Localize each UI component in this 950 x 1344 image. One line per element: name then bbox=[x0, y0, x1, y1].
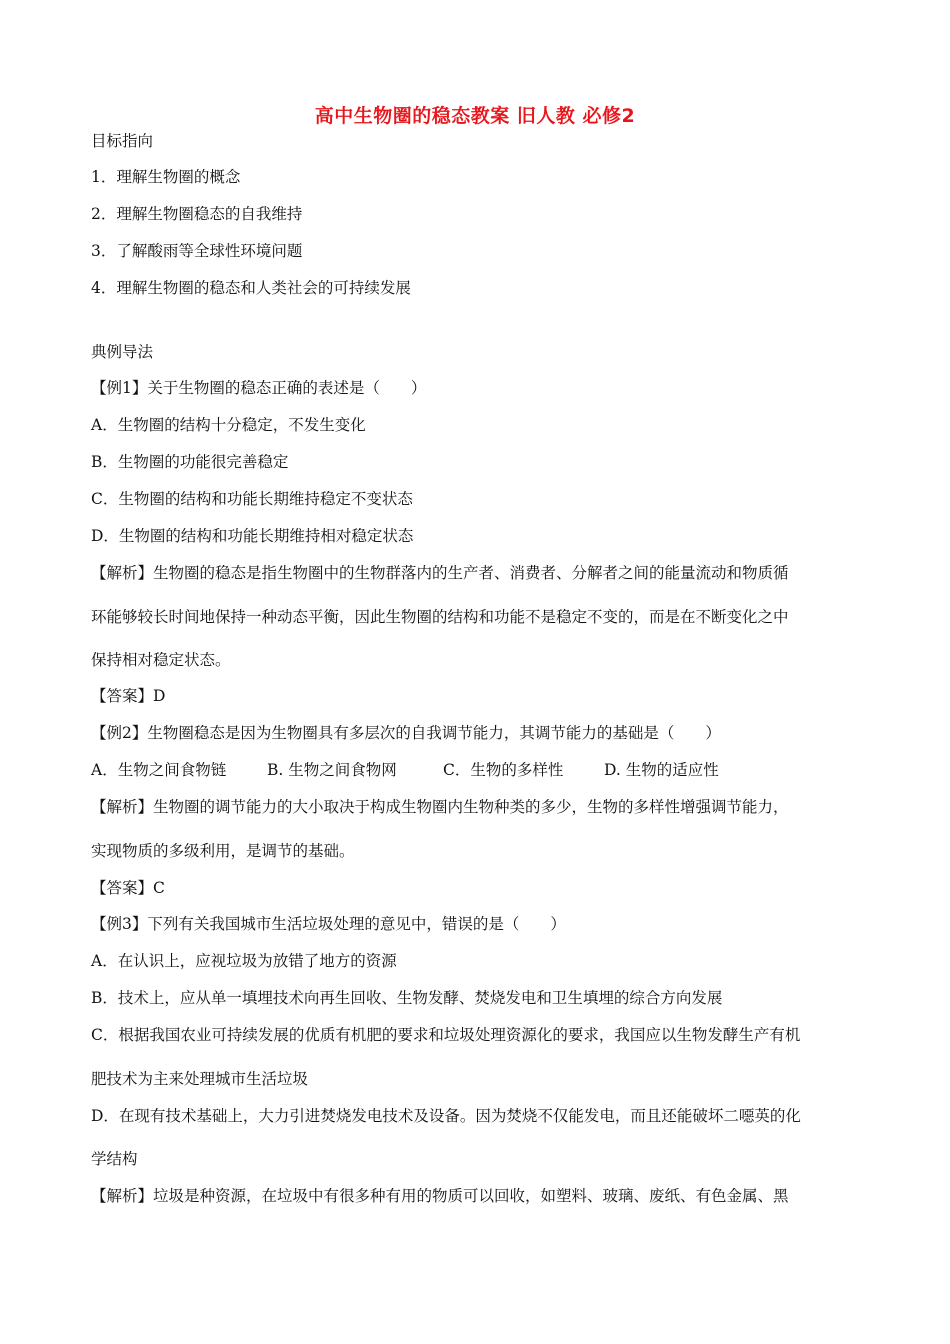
example-3-option-a: A．在认识上，应视垃圾为放错了地方的资源 bbox=[91, 952, 397, 970]
example-1-option: D．生物圈的结构和功能长期维持相对稳定状态 bbox=[91, 527, 414, 545]
example-1-analysis-line: 【解析】生物圈的稳态是指生物圈中的生物群落内的生产者、消费者、分解者之间的能量流动和物质循 bbox=[91, 564, 789, 582]
example-3-option-d: D．在现有技术基础上，大力引进焚烧发电技术及设备。因为焚烧不仅能发电，而且还能破坏二噁英的化 bbox=[91, 1107, 801, 1125]
objective-item: 3．了解酸雨等全球性环境问题 bbox=[91, 242, 303, 260]
example-2-question: 【例2】生物圈稳态是因为生物圈具有多层次的自我调节能力，其调节能力的基础是（ ） bbox=[91, 724, 721, 742]
example-2-option: A．生物之间食物链 bbox=[91, 761, 227, 779]
example-1-option: C．生物圈的结构和功能长期维持稳定不变状态 bbox=[91, 490, 413, 508]
example-2-analysis-line: 【解析】生物圈的调节能力的大小取决于构成生物圈内生物种类的多少，生物的多样性增强调节能力， bbox=[91, 798, 789, 816]
example-2-option: C．生物的多样性 bbox=[443, 761, 564, 779]
document-title: 高中生物圈的稳态教案 旧人教 必修2 bbox=[314, 105, 636, 127]
objective-item: 4．理解生物圈的稳态和人类社会的可持续发展 bbox=[91, 279, 411, 297]
example-2-answer: 【答案】C bbox=[91, 879, 165, 897]
example-3-option-c: 肥技术为主来处理城市生活垃圾 bbox=[91, 1070, 309, 1088]
example-3-option-d: 学结构 bbox=[91, 1150, 138, 1168]
objectives-heading: 目标指向 bbox=[91, 132, 154, 150]
example-2-option: B. 生物之间食物网 bbox=[267, 761, 397, 779]
example-1-answer: 【答案】D bbox=[91, 687, 166, 705]
example-2-analysis-line: 实现物质的多级利用，是调节的基础。 bbox=[91, 842, 355, 860]
example-3-option-b: B．技术上，应从单一填埋技术向再生回收、生物发酵、焚烧发电和卫生填埋的综合方向发展 bbox=[91, 989, 723, 1007]
example-3-option-c: C．根据我国农业可持续发展的优质有机肥的要求和垃圾处理资源化的要求，我国应以生物发酵生产有机 bbox=[91, 1026, 801, 1044]
example-3-analysis: 【解析】垃圾是种资源，在垃圾中有很多种有用的物质可以回收，如塑料、玻璃、废纸、有色金属、黑 bbox=[91, 1187, 789, 1205]
example-1-analysis-line: 保持相对稳定状态。 bbox=[91, 651, 231, 669]
example-3-question: 【例3】下列有关我国城市生活垃圾处理的意见中，错误的是（ ） bbox=[91, 915, 566, 933]
example-1-option: A．生物圈的结构十分稳定，不发生变化 bbox=[91, 416, 366, 434]
example-2-option: D. 生物的适应性 bbox=[604, 761, 719, 779]
examples-heading: 典例导法 bbox=[91, 343, 154, 361]
example-1-option: B．生物圈的功能很完善稳定 bbox=[91, 453, 289, 471]
example-1-analysis-line: 环能够较长时间地保持一种动态平衡，因此生物圈的结构和功能不是稳定不变的，而是在不断变化之中 bbox=[91, 608, 789, 626]
objective-item: 1．理解生物圈的概念 bbox=[91, 168, 241, 186]
example-2-options bbox=[91, 760, 719, 780]
example-1-question: 【例1】关于生物圈的稳态正确的表述是（ ） bbox=[91, 379, 427, 397]
objective-item: 2．理解生物圈稳态的自我维持 bbox=[91, 205, 303, 223]
